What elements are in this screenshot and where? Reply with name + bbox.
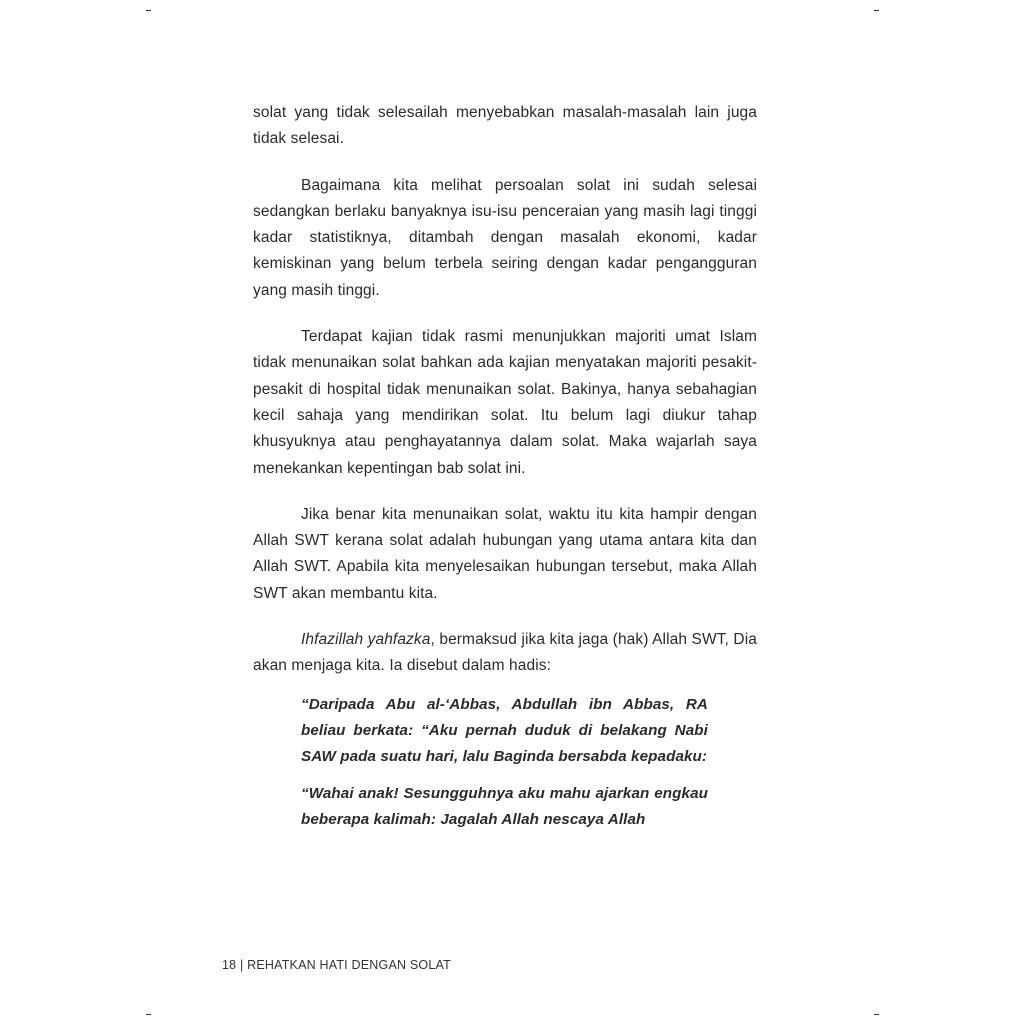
paragraph-4: Jika benar kita menunaikan solat, waktu itu kita hampir dengan Allah SWT kerana solat adalah hubungan yang utama antara kita dan Allah SWT. Apabila kita menyelesaikan hubungan tersebut, maka Allah SWT akan membantu kita. xyxy=(253,505,757,602)
paragraph-5 xyxy=(253,627,757,680)
hadith-quote-1: “Daripada Abu al-‘Abbas, Abdullah ibn Abbas, RA beliau berkata: “Aku pernah duduk di belakang Nabi SAW pada suatu hari, lalu Baginda bersabda kepadaku: xyxy=(301,695,708,766)
hadith-quote-2: “Wahai anak! Sesungguhnya aku mahu ajarkan engkau beberapa kalimah: Jagalah Allah nescaya Allah xyxy=(301,784,708,828)
paragraph-2: Bagaimana kita melihat persoalan solat ini sudah selesai sedangkan berlaku banyaknya isu-isu penceraian yang masih lagi tinggi kadar statistiknya, ditambah dengan masalah ekonomi, kadar kemiskinan yang belum terbela seiring dengan kadar pengangguran yang masih tinggi. xyxy=(253,176,757,299)
paragraph-5-italic-term: Ihfazillah yahfazka xyxy=(301,631,431,649)
crop-mark-top-left xyxy=(146,10,151,11)
crop-mark-bottom-left xyxy=(146,1014,151,1015)
paragraph-1: solat yang tidak selesailah menyebabkan masalah-masalah lain juga tidak selesai. xyxy=(253,104,757,148)
paragraph-3: Terdapat kajian tidak rasmi menunjukkan majoriti umat Islam tidak menunaikan solat bahkan ada kajian menyatakan majoriti pesakit-pesakit di hospital tidak menunaikan solat. Bakinya, hanya sebahagian kecil sahaja yang mendirikan solat. Itu belum lagi diukur tahap khusyuknya atau penghayatannya dalam solat. Maka wajarlah saya menekankan kepentingan bab solat ini. xyxy=(253,328,757,477)
page-footer: 18 | REHATKAN HATI DENGAN SOLAT xyxy=(222,958,451,972)
crop-mark-bottom-right xyxy=(874,1014,879,1015)
crop-mark-top-right xyxy=(874,10,879,11)
paragraph-5-rest: , bermaksud jika kita jaga (hak) Allah SWT, Dia akan menjaga kita. Ia disebut dalam hadis: xyxy=(253,631,757,675)
page-body xyxy=(253,100,757,833)
